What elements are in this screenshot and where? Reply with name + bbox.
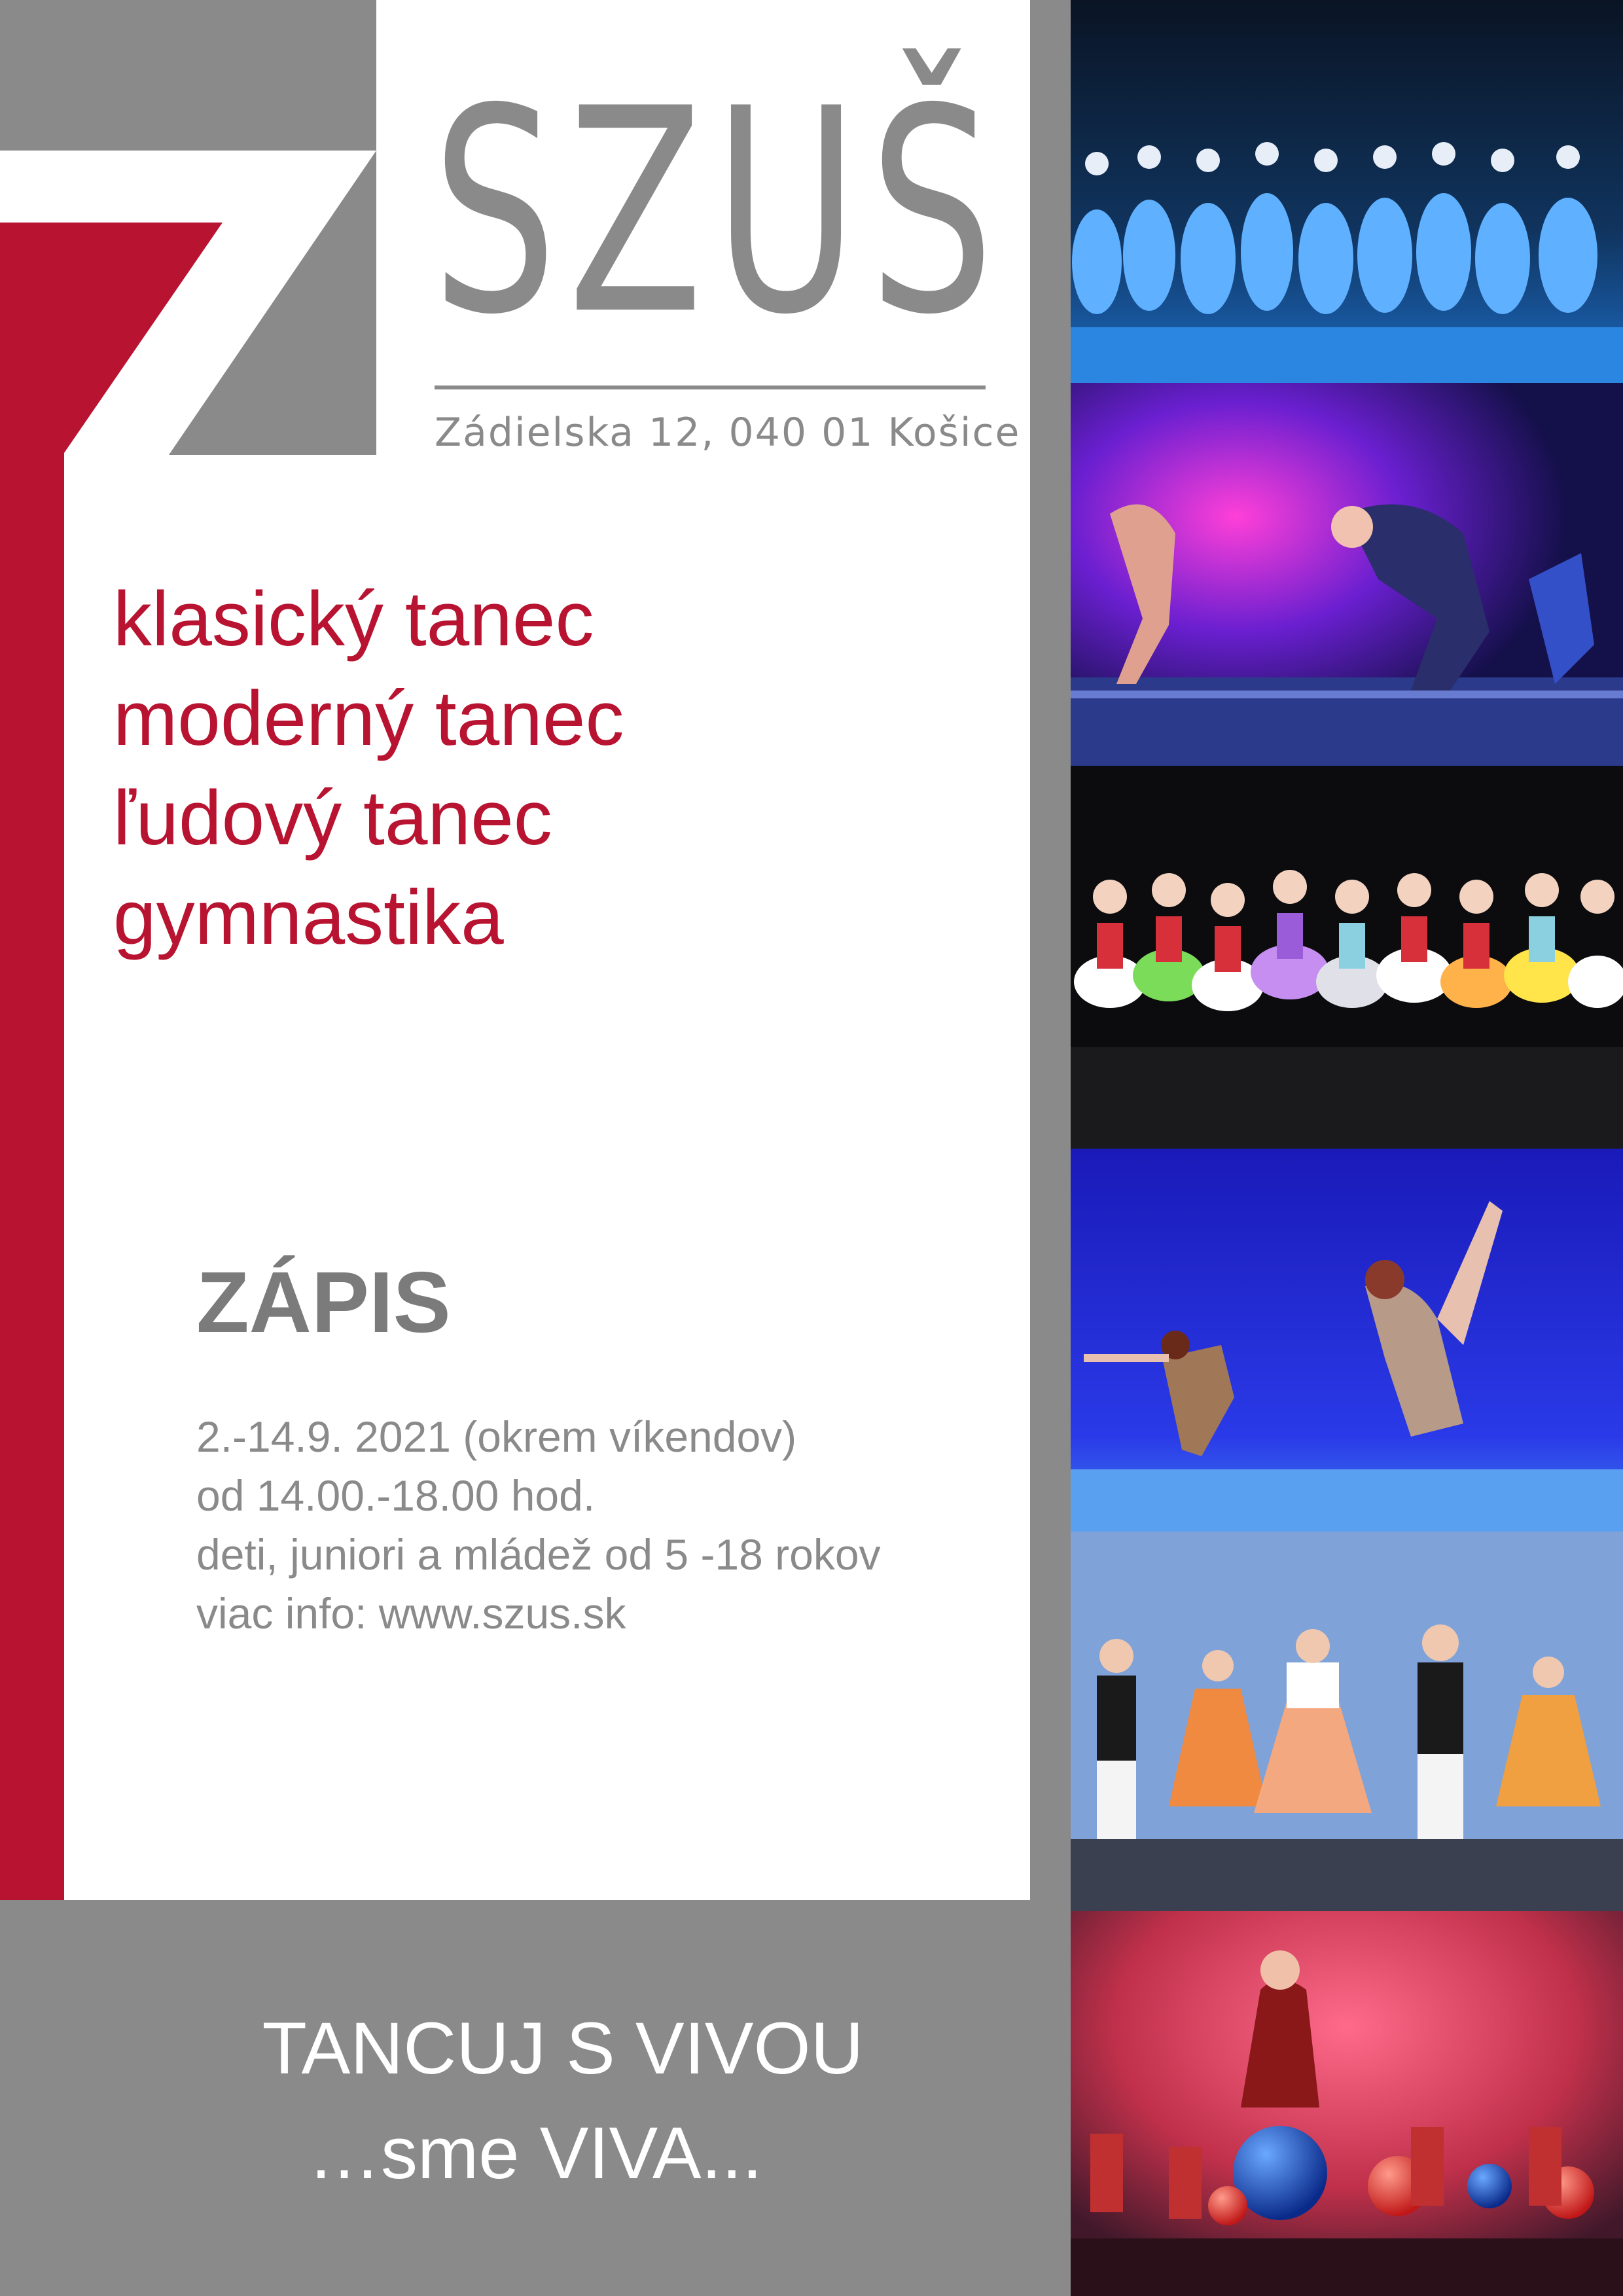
dance-item-modern: moderný tanec (113, 675, 624, 762)
photo-gymnastics-blue (1071, 1149, 1623, 1532)
photo-balls-show (1071, 1911, 1623, 2296)
enrolment-ages: deti, juniori a mládež od 5 -18 rokov (196, 1530, 881, 1579)
enrolment-hours: od 14.00.-18.00 hod. (196, 1471, 596, 1520)
school-title: SZUŠ (432, 49, 1005, 376)
logo-red-bar (0, 223, 223, 1900)
dance-styles-list (113, 569, 964, 967)
logo-grey-top-band (0, 0, 376, 151)
photo-children-tutus (1071, 766, 1623, 1149)
enrolment-details (196, 1407, 1021, 1643)
slogan-line-1: TANCUJ S VIVOU (262, 2007, 864, 2089)
dance-item-gymnastics: gymnastika (113, 874, 504, 961)
enrolment-heading: ZÁPIS (196, 1254, 451, 1350)
slogan-line-2: …sme VIVA... (308, 2112, 762, 2194)
enrolment-website: viac info: www.szus.sk (196, 1589, 626, 1638)
dance-item-folk: ľudový tanec (113, 775, 552, 861)
bottom-slogan-band (0, 1900, 1071, 2296)
photo-folk-dance (1071, 1532, 1623, 1911)
photo-ballet-blue (1071, 0, 1623, 383)
enrolment-dates: 2.-14.9. 2021 (okrem víkendov) (196, 1412, 797, 1461)
logo-grey-triangle (169, 151, 376, 455)
photo-column (1071, 0, 1623, 2296)
school-address: Zádielska 12, 040 01 Košice (435, 410, 1021, 456)
title-underline (435, 386, 986, 389)
photo-modern-dance (1071, 383, 1623, 766)
dance-item-classical: klasický tanec (113, 576, 594, 662)
